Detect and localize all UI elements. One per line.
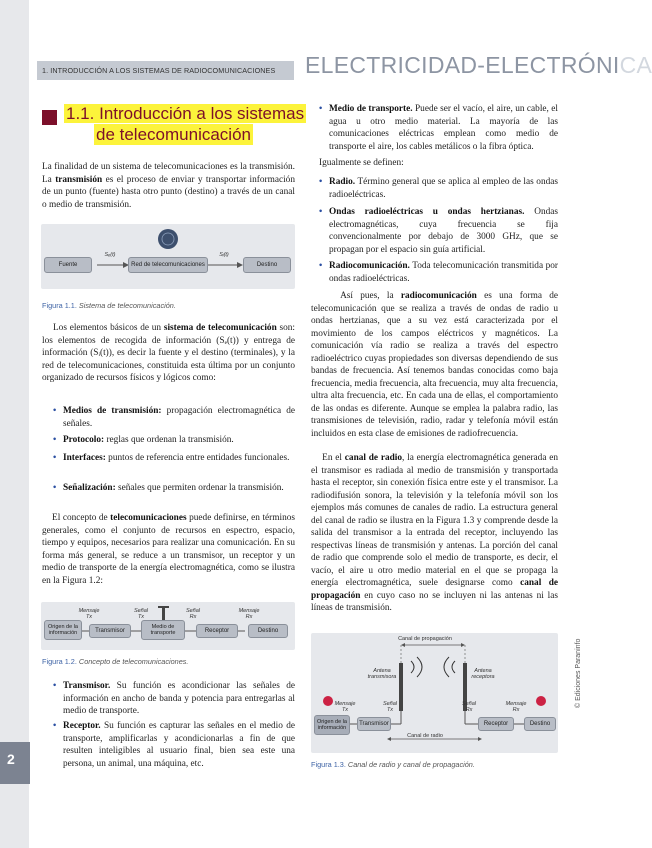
sender-person-icon xyxy=(323,696,333,706)
def-radiocomunicacion: • Radiocomunicación. Toda telecomunicación transmitida por ondas radioeléctricas. xyxy=(319,261,558,284)
fig2-sig-rx: Señal Rx xyxy=(185,608,201,620)
elements-paragraph: Los elementos básicos de un sistema de telecomunicación son: los elementos de recogida de información (Sₑ(t)) y entrega de información (Sᵢ(t)), es decir la fuente y el destino (terminales), y la red de telecomunicaciones, constituida esta última por un conjunto organizado de recursos físicos y lógicos como: xyxy=(42,323,295,383)
fig1-network-box: Red de telecomunicaciones xyxy=(128,257,208,273)
chapter-header: 1. INTRODUCCIÓN A LOS SISTEMAS DE RADIOCOMUNICACIONES xyxy=(42,66,276,75)
receiver-person-icon xyxy=(536,696,546,706)
fig2-medium-box: Medio de transporte xyxy=(141,620,185,640)
network-globe-icon xyxy=(158,229,178,249)
fig3-tx-antenna: Antena transmisora xyxy=(367,668,397,680)
fig2-transmitter-box: Transmisor xyxy=(89,624,131,638)
radiocomunicacion-paragraph: Así pues, la radiocomunicación es una forma de telecomunicación que se realiza a través de ondas de radio u ondas hertzianas, que a su vez está caracterizada por el movimiento de los campos eléctricos y magnéticos. La comunicación vía radio se realiza a través del espectro radioeléctrico cuyas propiedades son diversas dependiendo de sus bandas de frecuencia. Así tenemos bandas conocidas como baja frecuencia, media frecuencia, alta frecuencia, muy alta frecuencia, ultra alta frecuencia, etc. En cada una de ellas, el comportamiento de las ondas es diferente. Aunque se emplea la palabra radio, las transmisiones de televisión, radio, radar y telefonía móvil están incluidos en esta clase de emisiones de radiofrecuencia. xyxy=(311,291,559,439)
figure-1-2-caption: Figura 1.2. Concepto de telecomunicaciones. xyxy=(42,657,189,666)
page-number: 2 xyxy=(7,751,15,767)
page-number-tab xyxy=(0,742,30,784)
figure-1-3-caption: Figura 1.3. Canal de radio y canal de propagación. xyxy=(311,760,475,769)
def-radio: • Radio. Término general que se aplica al empleo de las ondas radioeléctricas. xyxy=(319,177,558,200)
tower-icon xyxy=(162,606,165,620)
def-ondas: • Ondas radioeléctricas u ondas hertzianas. Ondas electromagnéticas, cuya frecuencia se fija convencionalmente por debajo de 3000 GHz, que se propagan por el espacio sin guía artificial. xyxy=(319,207,558,255)
section-title xyxy=(64,103,306,145)
fig3-radio-channel: Canal de radio xyxy=(407,733,443,739)
fig3-msg-rx: Mensaje Rx xyxy=(505,701,527,713)
fig3-origin-box: Origen de la información xyxy=(314,715,350,735)
fig3-sig-rx: Señal Rx xyxy=(461,701,477,713)
fig3-rx-antenna: Antena receptora xyxy=(471,668,495,680)
fig3-prop-channel: Canal de propagación xyxy=(398,636,452,642)
fig2-msg-rx: Mensaje Rx xyxy=(238,608,260,620)
fig2-msg-tx: Mensaje Tx xyxy=(78,608,100,620)
fig1-source-box: Fuente xyxy=(44,257,92,273)
section-title-line1: 1.1. Introducción a los sistemas xyxy=(66,104,305,123)
fig3-destination-box: Destino xyxy=(524,717,556,731)
bullet-receptor: • Receptor. Su función es capturar las señales en el medio de transporte, amplificarlas y acondicionarlas a fin de que resulten inteligibles al usuario final, bien sea este una persona, un animal, una máquina, etc. xyxy=(53,721,295,769)
book-title: ELECTRICIDAD-ELECTRÓNICA xyxy=(305,52,652,78)
bullet-interfaces: • Interfaces: puntos de referencia entre entidades funcionales. xyxy=(53,453,290,463)
copyright-notice: © Ediciones Paraninfo xyxy=(575,638,582,708)
bullet-transmisor: • Transmisor. Su función es acondicionar las señales de información en ancho de banda y potencia para entregarlas al medio de transporte. xyxy=(53,681,295,716)
bullet-medio-transporte: • Medio de transporte. Puede ser el vacío, el aire, un cable, el agua u otro medio material. La mayoría de las comunicaciones eléctricas emplean como medio de transporte el aire, los cables metálicos o la fibra óptica. xyxy=(319,104,558,152)
fig2-receiver-box: Receptor xyxy=(196,624,238,638)
definitions-intro: Igualmente se definen: xyxy=(319,158,404,168)
bullet-protocolo: • Protocolo: reglas que ordenan la transmisión. xyxy=(53,435,234,445)
fig2-origin-box: Origen de la información xyxy=(44,620,82,640)
fig3-receiver-box: Receptor xyxy=(478,717,514,731)
bullet-medios: • Medios de transmisión: propagación electromagnética de señales. xyxy=(53,406,295,429)
fig3-msg-tx: Mensaje Tx xyxy=(334,701,356,713)
left-margin-strip xyxy=(0,0,29,848)
figure-1-1-caption: Figura 1.1. Sistema de telecomunicación. xyxy=(42,301,176,310)
fig2-destination-box: Destino xyxy=(248,624,288,638)
fig2-sig-tx: Señal Tx xyxy=(133,608,149,620)
section-marker xyxy=(42,110,57,125)
bullet-senalizacion: • Señalización: señales que permiten ordenar la transmisión. xyxy=(53,483,284,493)
section-title-line2: de telecomunicación xyxy=(96,125,251,144)
concept-paragraph: El concepto de telecomunicaciones puede definirse, en términos generales, como el conjunto de recursos en espectro, espacio, tiempo y equipos, necesarios para realizar una comunicación. En su forma más general, se reduce a un transmisor, un receptor y un medio de transporte de la energía electromagnética, como se ilustra en la Figura 1.2: xyxy=(42,513,296,586)
fig1-signal-out: Sᵢ(t) xyxy=(219,252,229,258)
fig3-transmitter-box: Transmisor xyxy=(357,717,391,731)
canal-radio-paragraph: En el canal de radio, la energía electromagnética generada en el transmisor es radiada al medio de transmisión y transportada hasta el receptor, sin conexión física entre este y el transmisor. La radiodifusión sonora, la televisión y la telefonía móvil son los ejemplos más comunes de canales de radio. La estructura general del canal de radio se ilustra en la Figura 1.3 y comprende desde la salida del transmisor a la entrada del receptor, incluyendo las respectivas líneas de transmisión y antenas. La porción del canal de radio que comprende solo el medio de transporte, es decir, el vacío, el aire u otro medio material en el que se propaga la energía electromagnética, suele designarse como canal de propagación en cuyo caso no se incluyen ni las antenas ni las líneas de transmisión. xyxy=(311,453,559,613)
intro-paragraph: La finalidad de un sistema de telecomunicaciones es la transmisión. La transmisión es el proceso de enviar y transportar información de un punto (fuente) hasta otro punto (destino) a través de un canal o medio de transmisión. xyxy=(42,162,295,210)
fig1-destination-box: Destino xyxy=(243,257,291,273)
fig3-sig-tx: Señal Tx xyxy=(382,701,398,713)
fig1-signal-in: Sₑ(t) xyxy=(104,252,116,258)
